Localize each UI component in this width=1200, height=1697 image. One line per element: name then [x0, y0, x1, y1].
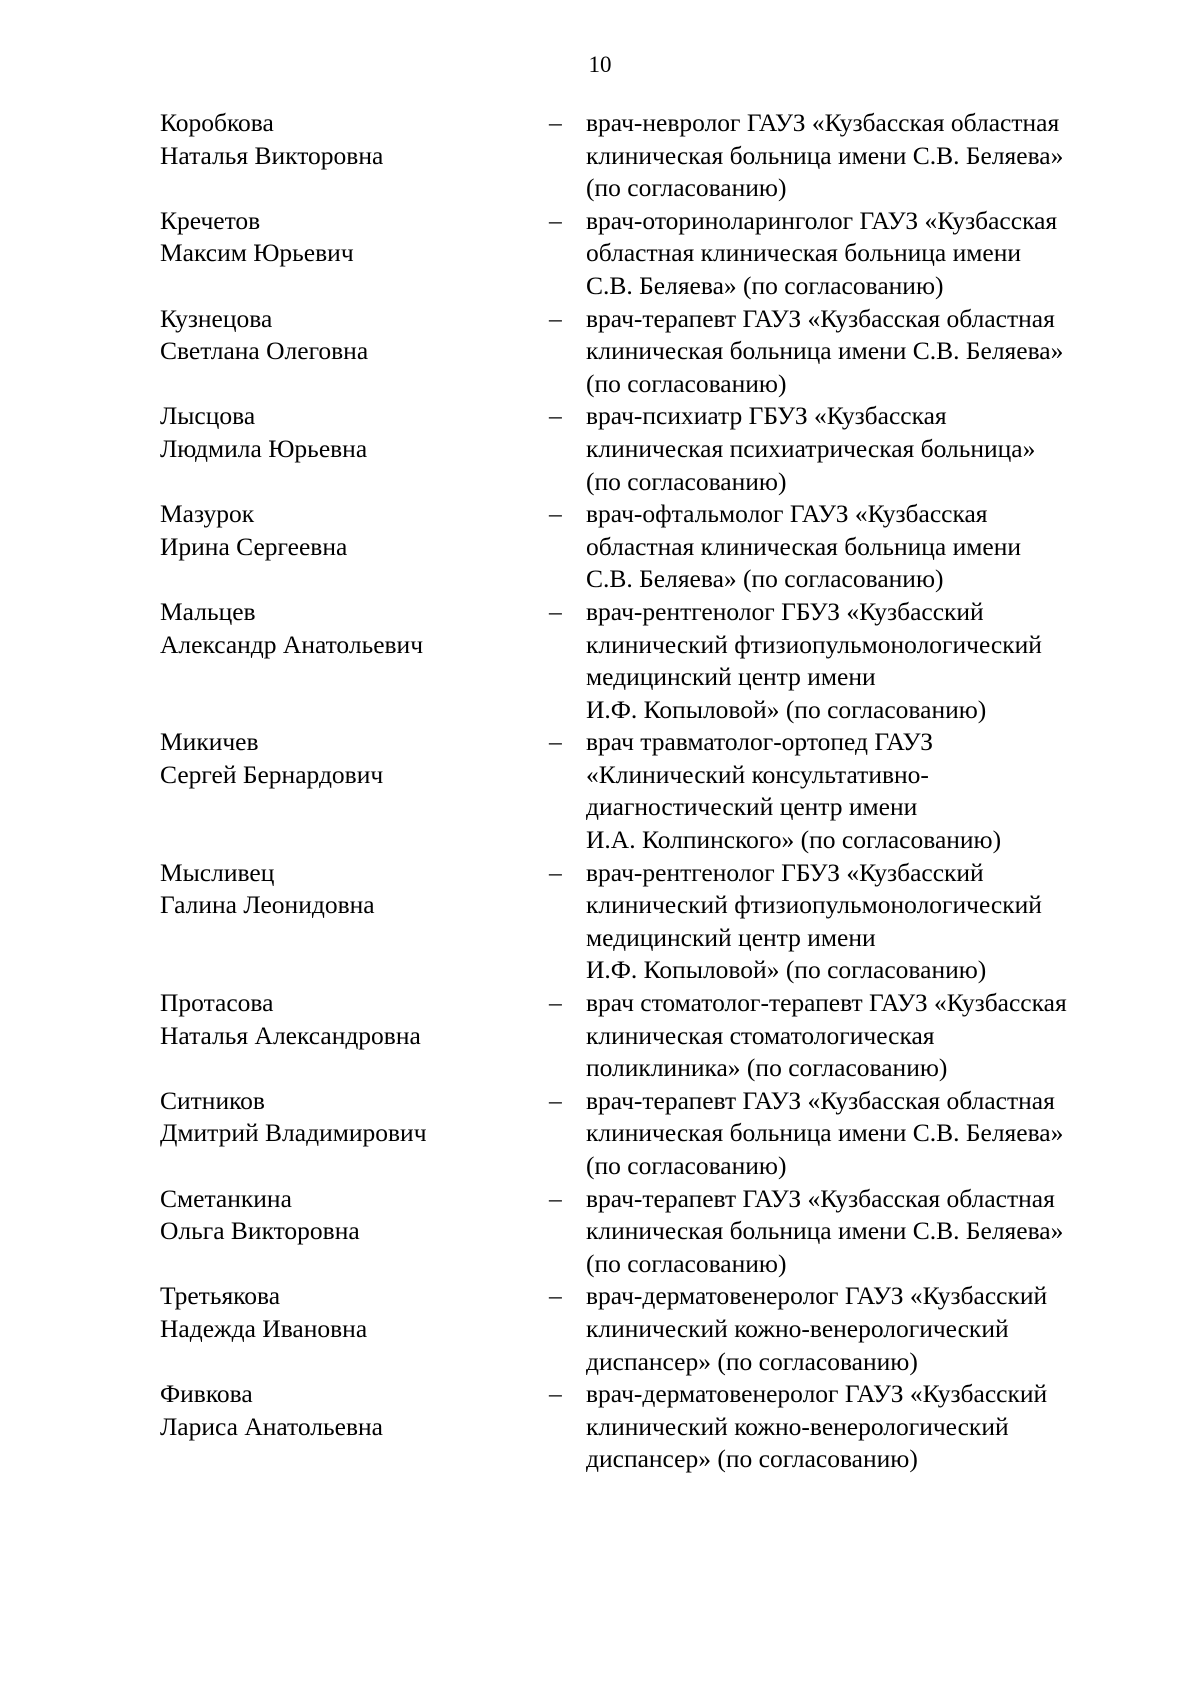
member-name: [160, 1378, 540, 1443]
member-name: [160, 1183, 540, 1248]
entry-dash: –: [549, 727, 562, 757]
member-entry: [0, 1085, 1200, 1183]
position-line: С.В. Беляева» (по согласованию): [586, 564, 944, 594]
member-surname: Лысцова: [160, 401, 256, 431]
entry-dash: –: [549, 108, 562, 137]
member-position: [586, 1085, 1146, 1183]
member-given-names: Сергей Бернардович: [160, 759, 384, 789]
member-given-names: Максим Юрьевич: [160, 238, 354, 268]
position-line: клиническая больница имени С.В. Беляева»: [586, 1216, 1064, 1246]
position-line: диспансер» (по согласованию): [586, 1444, 918, 1474]
position-line: диагностический центр имени: [586, 792, 918, 822]
entry-dash: –: [549, 499, 562, 529]
position-line: (по согласованию): [586, 466, 787, 496]
member-surname: Сметанкина: [160, 1183, 292, 1213]
entry-dash: –: [549, 205, 562, 235]
member-name: [160, 987, 540, 1052]
member-given-names: Ирина Сергеевна: [160, 531, 348, 561]
member-surname: Коробкова: [160, 108, 274, 137]
entry-dash: –: [549, 1085, 562, 1115]
entry-dash: –: [549, 857, 562, 887]
member-given-names: Лариса Анатольевна: [160, 1411, 383, 1441]
position-line: клиническая больница имени С.В. Беляева»: [586, 336, 1064, 366]
member-entry: [0, 498, 1200, 596]
member-surname: Ситников: [160, 1085, 265, 1115]
position-line: врач-терапевт ГАУЗ «Кузбасская областная: [586, 1085, 1055, 1115]
position-line: клинический фтизиопульмонологический: [586, 629, 1042, 659]
member-given-names: Людмила Юрьевна: [160, 433, 368, 463]
position-line: И.Ф. Копыловой» (по согласованию): [586, 955, 987, 985]
member-given-names: Светлана Олеговна: [160, 336, 369, 366]
position-line: (по согласованию): [586, 1151, 787, 1180]
position-line: клинический кожно-венерологический: [586, 1411, 1009, 1441]
member-name: [160, 1280, 540, 1345]
member-surname: Третьякова: [160, 1281, 281, 1311]
member-name: [160, 303, 540, 368]
member-entry: [0, 596, 1200, 726]
position-line: врач-офтальмолог ГАУЗ «Кузбасская: [586, 499, 988, 529]
member-name: [160, 400, 540, 465]
entry-dash: –: [549, 988, 562, 1018]
position-line: И.А. Колпинского» (по согласованию): [586, 825, 1002, 855]
member-position: [586, 1280, 1146, 1378]
position-line: диспансер» (по согласованию): [586, 1346, 918, 1376]
member-position: [586, 303, 1146, 401]
member-position: [586, 987, 1146, 1085]
member-name: [160, 1085, 540, 1150]
member-position: [586, 1183, 1146, 1281]
position-line: врач-дерматовенеролог ГАУЗ «Кузбасский: [586, 1281, 1048, 1311]
position-line: (по согласованию): [586, 1248, 787, 1278]
member-entry: [0, 205, 1200, 303]
member-given-names: Ольга Викторовна: [160, 1216, 360, 1246]
position-line: врач-терапевт ГАУЗ «Кузбасская областная: [586, 303, 1055, 333]
member-position: [586, 107, 1146, 205]
member-given-names: Александр Анатольевич: [160, 629, 424, 659]
member-surname: Микичев: [160, 727, 259, 757]
member-entry: [0, 1280, 1200, 1378]
position-line: поликлиника» (по согласованию): [586, 1053, 948, 1083]
member-name: [160, 857, 540, 922]
member-surname: Кузнецова: [160, 303, 273, 333]
member-entry: [0, 987, 1200, 1085]
member-name: [160, 107, 540, 172]
member-name: [160, 596, 540, 661]
position-line: клинический кожно-венерологический: [586, 1313, 1009, 1343]
position-line: врач-рентгенолог ГБУЗ «Кузбасский: [586, 596, 984, 626]
member-surname: Мысливец: [160, 857, 275, 887]
member-surname: Мазурок: [160, 499, 255, 529]
member-position: [586, 400, 1146, 498]
member-list: [0, 107, 1200, 1476]
member-name: [160, 726, 540, 791]
member-entry: [0, 400, 1200, 498]
member-position: [586, 857, 1146, 987]
member-given-names: Надежда Ивановна: [160, 1313, 368, 1343]
position-line: С.В. Беляева» (по согласованию): [586, 270, 944, 300]
position-line: областная клиническая больница имени: [586, 238, 1022, 268]
entry-dash: –: [549, 1379, 562, 1409]
position-line: И.Ф. Копыловой» (по согласованию): [586, 694, 987, 724]
position-line: врач-невролог ГАУЗ «Кузбасская областная: [586, 108, 1060, 137]
entry-dash: –: [549, 1183, 562, 1213]
entry-dash: –: [549, 1281, 562, 1311]
position-line: клинический фтизиопульмонологический: [586, 890, 1042, 920]
position-line: врач-психиатр ГБУЗ «Кузбасская: [586, 401, 947, 431]
position-line: (по согласованию): [586, 173, 787, 203]
member-given-names: Дмитрий Владимирович: [160, 1118, 427, 1148]
member-entry: [0, 303, 1200, 401]
position-line: врач травматолог-ортопед ГАУЗ: [586, 727, 934, 757]
position-line: (по согласованию): [586, 368, 787, 398]
member-entry: [0, 857, 1200, 987]
member-given-names: Галина Леонидовна: [160, 890, 375, 920]
entry-dash: –: [549, 303, 562, 333]
entry-dash: –: [549, 596, 562, 626]
member-position: [586, 596, 1146, 726]
member-surname: Протасова: [160, 988, 274, 1018]
member-given-names: Наталья Викторовна: [160, 140, 384, 170]
member-surname: Мальцев: [160, 596, 256, 626]
member-surname: Кречетов: [160, 205, 261, 235]
position-line: медицинский центр имени: [586, 922, 876, 952]
member-entry: [0, 1183, 1200, 1281]
position-line: клиническая больница имени С.В. Беляева»: [586, 1118, 1064, 1148]
member-entry: [0, 726, 1200, 856]
member-position: [586, 498, 1146, 596]
member-name: [160, 498, 540, 563]
position-line: врач-дерматовенеролог ГАУЗ «Кузбасский: [586, 1379, 1048, 1409]
position-line: клиническая больница имени С.В. Беляева»: [586, 140, 1064, 170]
position-line: врач стоматолог-терапевт ГАУЗ «Кузбасская: [586, 988, 1067, 1018]
member-name: [160, 205, 540, 270]
member-given-names: Наталья Александровна: [160, 1020, 421, 1050]
member-position: [586, 1378, 1146, 1476]
position-line: врач-оториноларинголог ГАУЗ «Кузбасская: [586, 205, 1058, 235]
entry-dash: –: [549, 401, 562, 431]
position-line: клиническая психиатрическая больница»: [586, 433, 1036, 463]
member-entry: [0, 1378, 1200, 1476]
member-entry: [0, 107, 1200, 205]
position-line: «Клинический консультативно-: [586, 759, 929, 789]
position-line: врач-рентгенолог ГБУЗ «Кузбасский: [586, 857, 984, 887]
position-line: клиническая стоматологическая: [586, 1020, 935, 1050]
page-number: 10: [588, 52, 612, 77]
position-line: медицинский центр имени: [586, 662, 876, 692]
position-line: врач-терапевт ГАУЗ «Кузбасская областная: [586, 1183, 1055, 1213]
member-surname: Фивкова: [160, 1379, 253, 1409]
member-position: [586, 726, 1146, 856]
member-position: [586, 205, 1146, 303]
position-line: областная клиническая больница имени: [586, 531, 1022, 561]
